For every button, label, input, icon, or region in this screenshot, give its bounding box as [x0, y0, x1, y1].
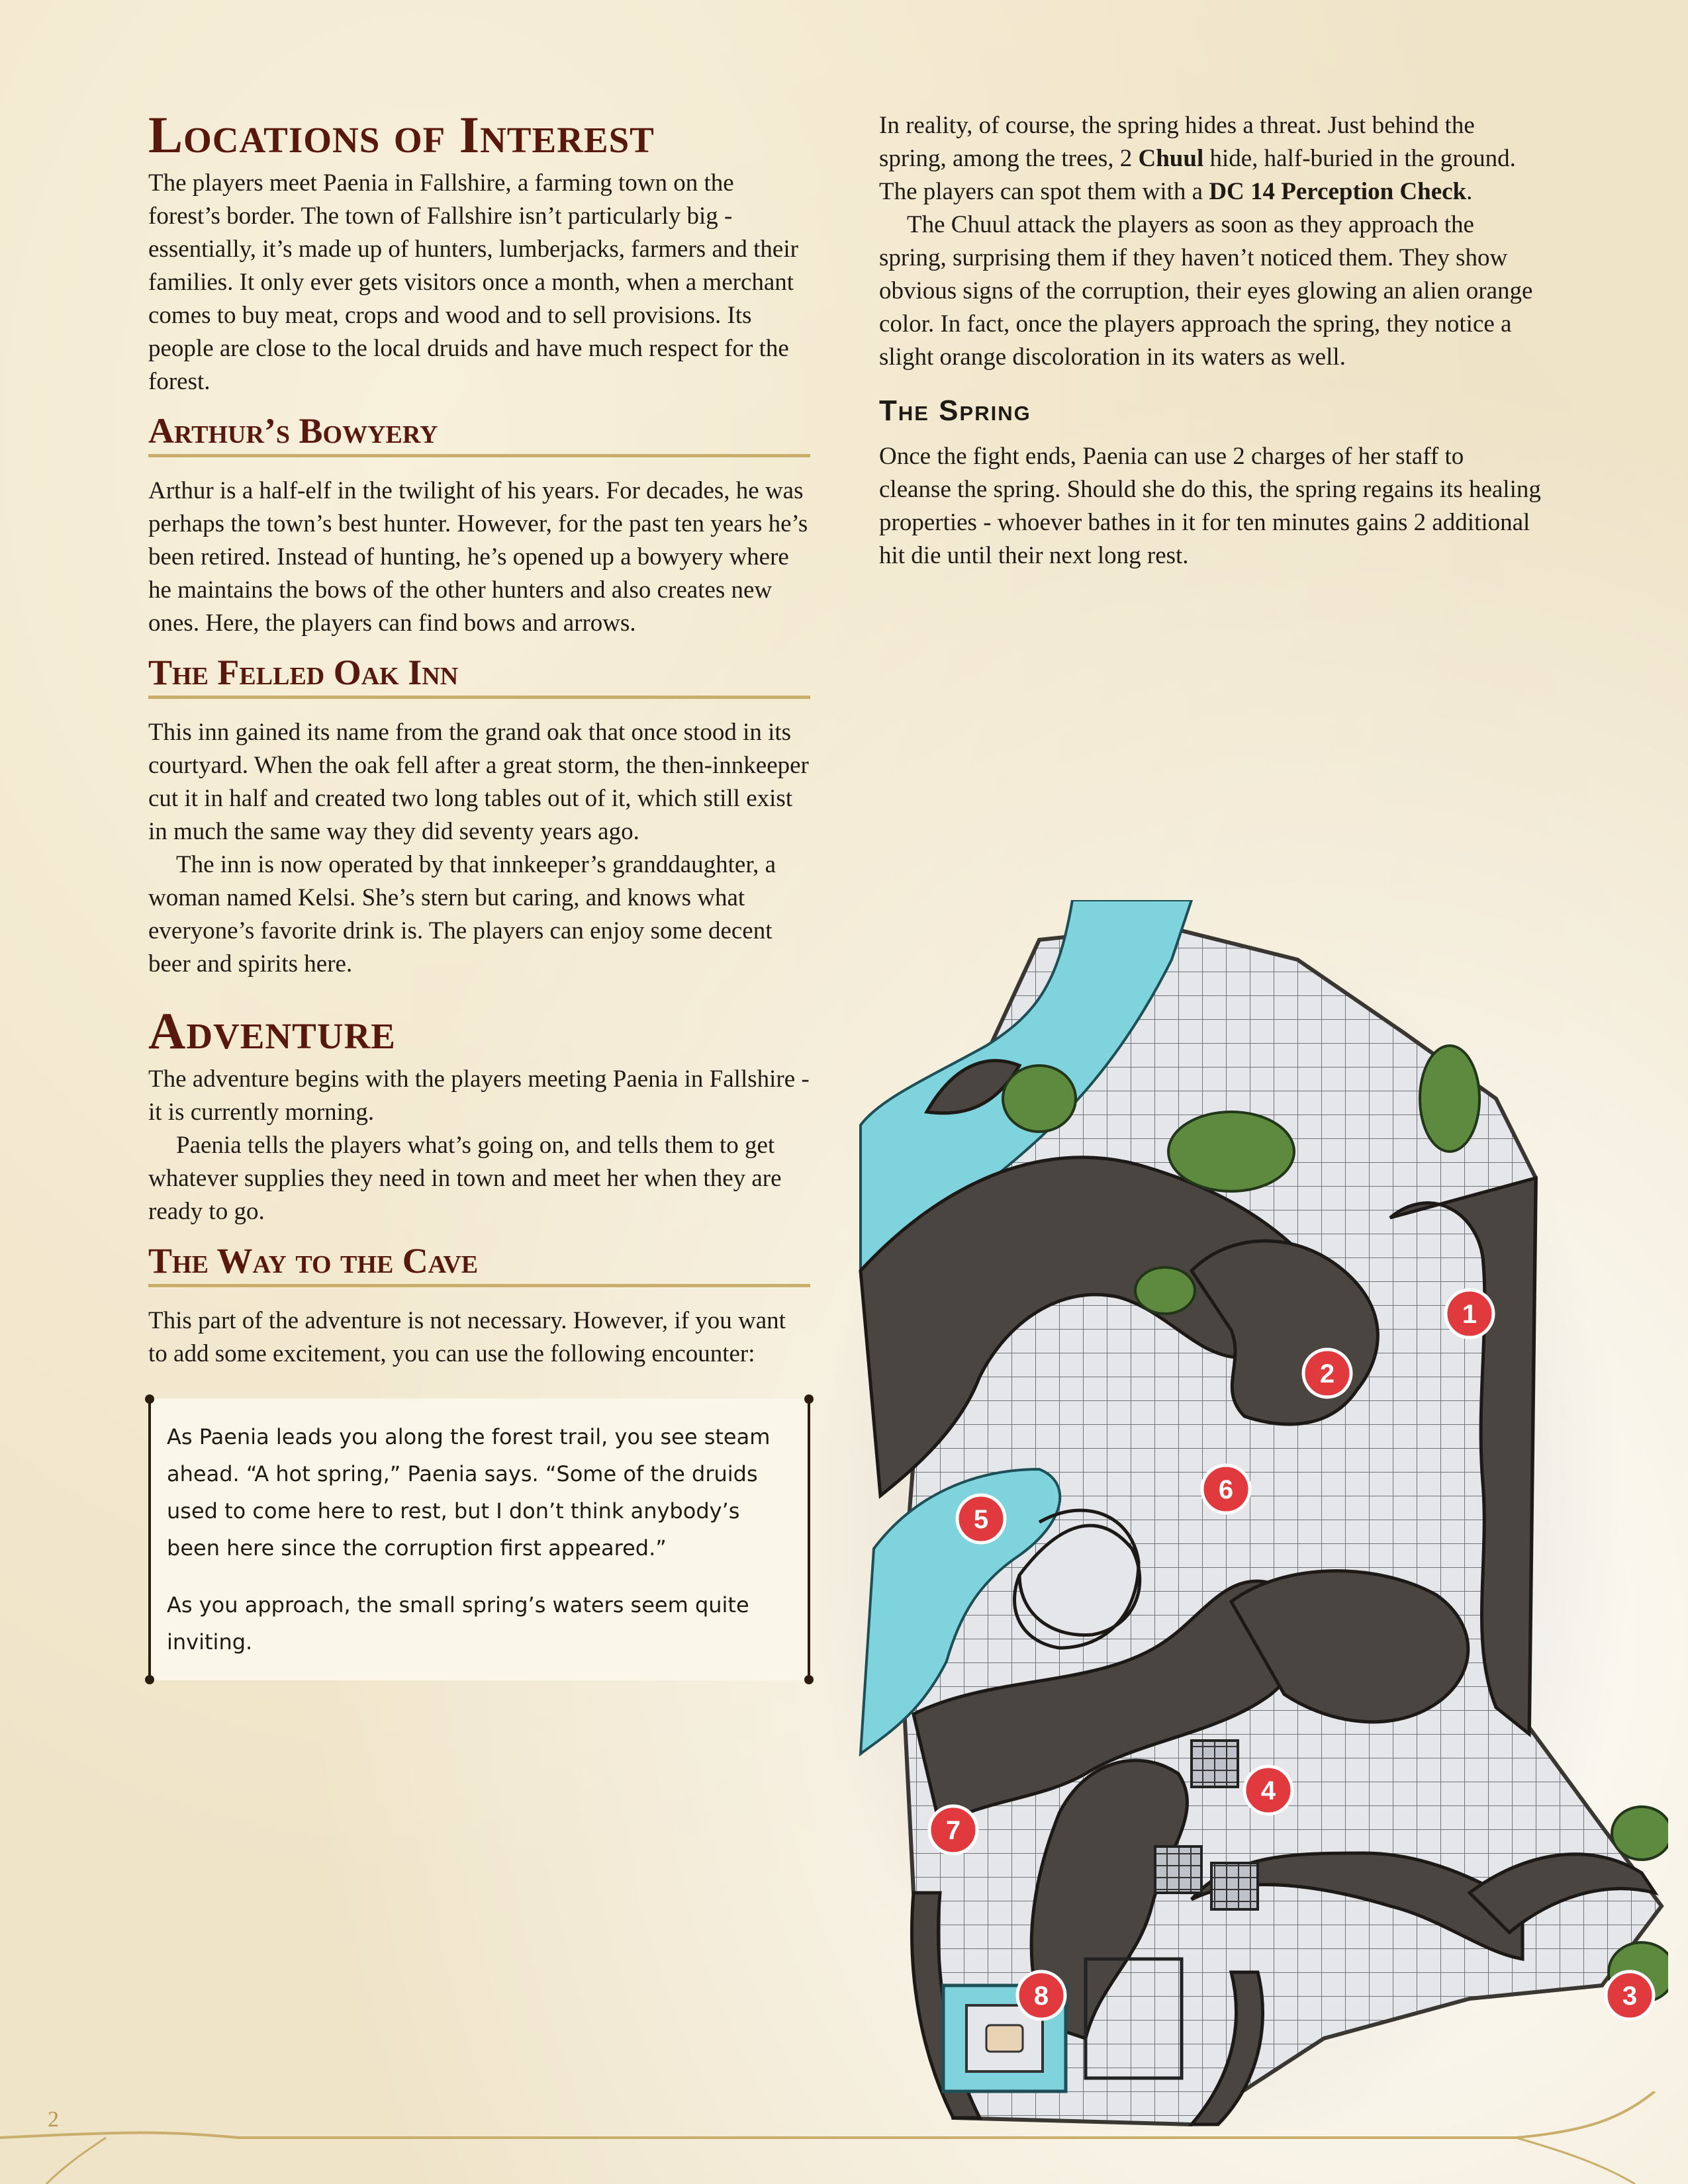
- map-marker-6: [1202, 1465, 1250, 1513]
- map-marker-7: [929, 1806, 977, 1854]
- threat-paragraph: [879, 109, 1541, 208]
- cave-map: [821, 900, 1668, 2131]
- read-aloud-text-1: As Paenia leads you along the forest trail, you see steam ahead. “A hot spring,” Paenia says. “Some of the druids used to come here to rest, but I don’t think anybody’s been here since the corruption first appeared.”: [167, 1424, 771, 1561]
- map-marker-3: [1606, 1972, 1654, 2019]
- map-marker-label: 5: [973, 1505, 989, 1534]
- right-column: [879, 109, 1541, 572]
- cage: [1155, 1846, 1201, 1893]
- map-marker-label: 6: [1218, 1475, 1234, 1504]
- corner-dot-icon: [804, 1394, 814, 1404]
- footer-rule: [0, 2091, 1655, 2138]
- threat-text-mid: hide, half-buried in the ground. The players can spot them with a: [879, 145, 1516, 205]
- adventure-text-2: Paenia tells the players what’s going on, and tells them to get whatever supplies they need in town and meet her when they are ready to go.: [148, 1132, 782, 1225]
- map-marker-2: [1303, 1349, 1351, 1397]
- inn-text-2: The inn is now operated by that innkeeper’s granddaughter, a woman named Kelsi. She’s stern but caring, and knows what everyone’s favorite drink is. The players can enjoy some decent beer and spirits here.: [148, 851, 776, 978]
- inn-text-1: This inn gained its name from the grand oak that once stood in its courtyard. When the oak fell after a great storm, the then-innkeeper cut it in half and created two long tables out of it, which still exist in much the same way they did seventy years ago.: [148, 719, 809, 845]
- map-marker-label: 7: [945, 1816, 961, 1845]
- cage: [1211, 1863, 1258, 1909]
- corner-dot-icon: [804, 1675, 814, 1684]
- left-column: [148, 106, 810, 1680]
- locations-title: Locations of Interest: [148, 106, 655, 163]
- footer-flourish-right: [1516, 2138, 1635, 2184]
- spring-text: Once the fight ends, Paenia can use 2 charges of her staff to cleanse the spring. Should she do this, the spring regains its healing properties - whoever bathes in it for ten minutes gains 2 additional hit die until their next long rest.: [879, 443, 1541, 569]
- map-marker-label: 8: [1033, 1981, 1049, 2011]
- read-aloud-box: [148, 1398, 810, 1680]
- inn-title: The Felled Oak Inn: [148, 652, 810, 699]
- map-marker-label: 2: [1319, 1359, 1335, 1388]
- threat-text-pre: In reality, of course, the spring hides a threat. Just behind the spring, among the trees, 2: [879, 112, 1475, 172]
- read-aloud-text-2: As you approach, the small spring’s waters seem quite inviting.: [167, 1592, 749, 1655]
- corner-dot-icon: [145, 1675, 154, 1684]
- map-marker-label: 4: [1260, 1776, 1276, 1805]
- threat-text-end: .: [1466, 178, 1473, 205]
- map-marker-label: 1: [1462, 1300, 1477, 1329]
- bowyery-title: Arthur’s Bowyery: [148, 410, 810, 457]
- map-marker-5: [957, 1495, 1005, 1543]
- adventure-title: Adventure: [148, 1002, 396, 1060]
- chuul-name: Chuul: [1138, 145, 1204, 172]
- altar: [986, 2025, 1023, 2052]
- page-number: 2: [48, 2107, 59, 2132]
- locations-intro: The players meet Paenia in Fallshire, a farming town on the forest’s border. The town of Fallshire isn’t particularly big - essentially, it’s made up of hunters, lumberjacks, farmers and their families. It only ever gets visitors once a month, when a merchant comes to buy meat, crops and wood and to sell provisions. Its people are close to the local druids and have much respect for the forest.: [148, 169, 798, 395]
- map-marker-4: [1244, 1766, 1292, 1814]
- cage: [1192, 1741, 1238, 1787]
- perception-check: DC 14 Perception Check: [1209, 178, 1467, 205]
- map-marker-1: [1446, 1290, 1493, 1338]
- map-marker-8: [1017, 1972, 1065, 2019]
- map-marker-label: 3: [1622, 1981, 1638, 2011]
- bowyery-text: Arthur is a half-elf in the twilight of his years. For decades, he was perhaps the town’s best hunter. However, for the past ten years he’s been retired. Instead of hunting, he’s opened up a bowyery where he maintains the bows of the other hunters and also creates new ones. Here, the players can find bows and arrows.: [148, 477, 808, 637]
- page-footer: [0, 2091, 1688, 2184]
- chuul-text: The Chuul attack the players as soon as they approach the spring, surprising them if they haven’t noticed them. They show obvious signs of the corruption, their eyes glowing an alien orange color. In fact, once the players approach the spring, they notice a slight orange discoloration in its waters as well.: [879, 211, 1533, 371]
- footer-flourish-left: [46, 2138, 106, 2184]
- way-text: This part of the adventure is not necessary. However, if you want to add some excitement, you can use the following encounter:: [148, 1307, 786, 1367]
- way-title: The Way to the Cave: [148, 1240, 810, 1287]
- adventure-text-1: The adventure begins with the players meeting Paenia in Fallshire - it is currently morning.: [148, 1066, 810, 1126]
- spring-title: The Spring: [879, 394, 1031, 427]
- corner-dot-icon: [145, 1394, 154, 1404]
